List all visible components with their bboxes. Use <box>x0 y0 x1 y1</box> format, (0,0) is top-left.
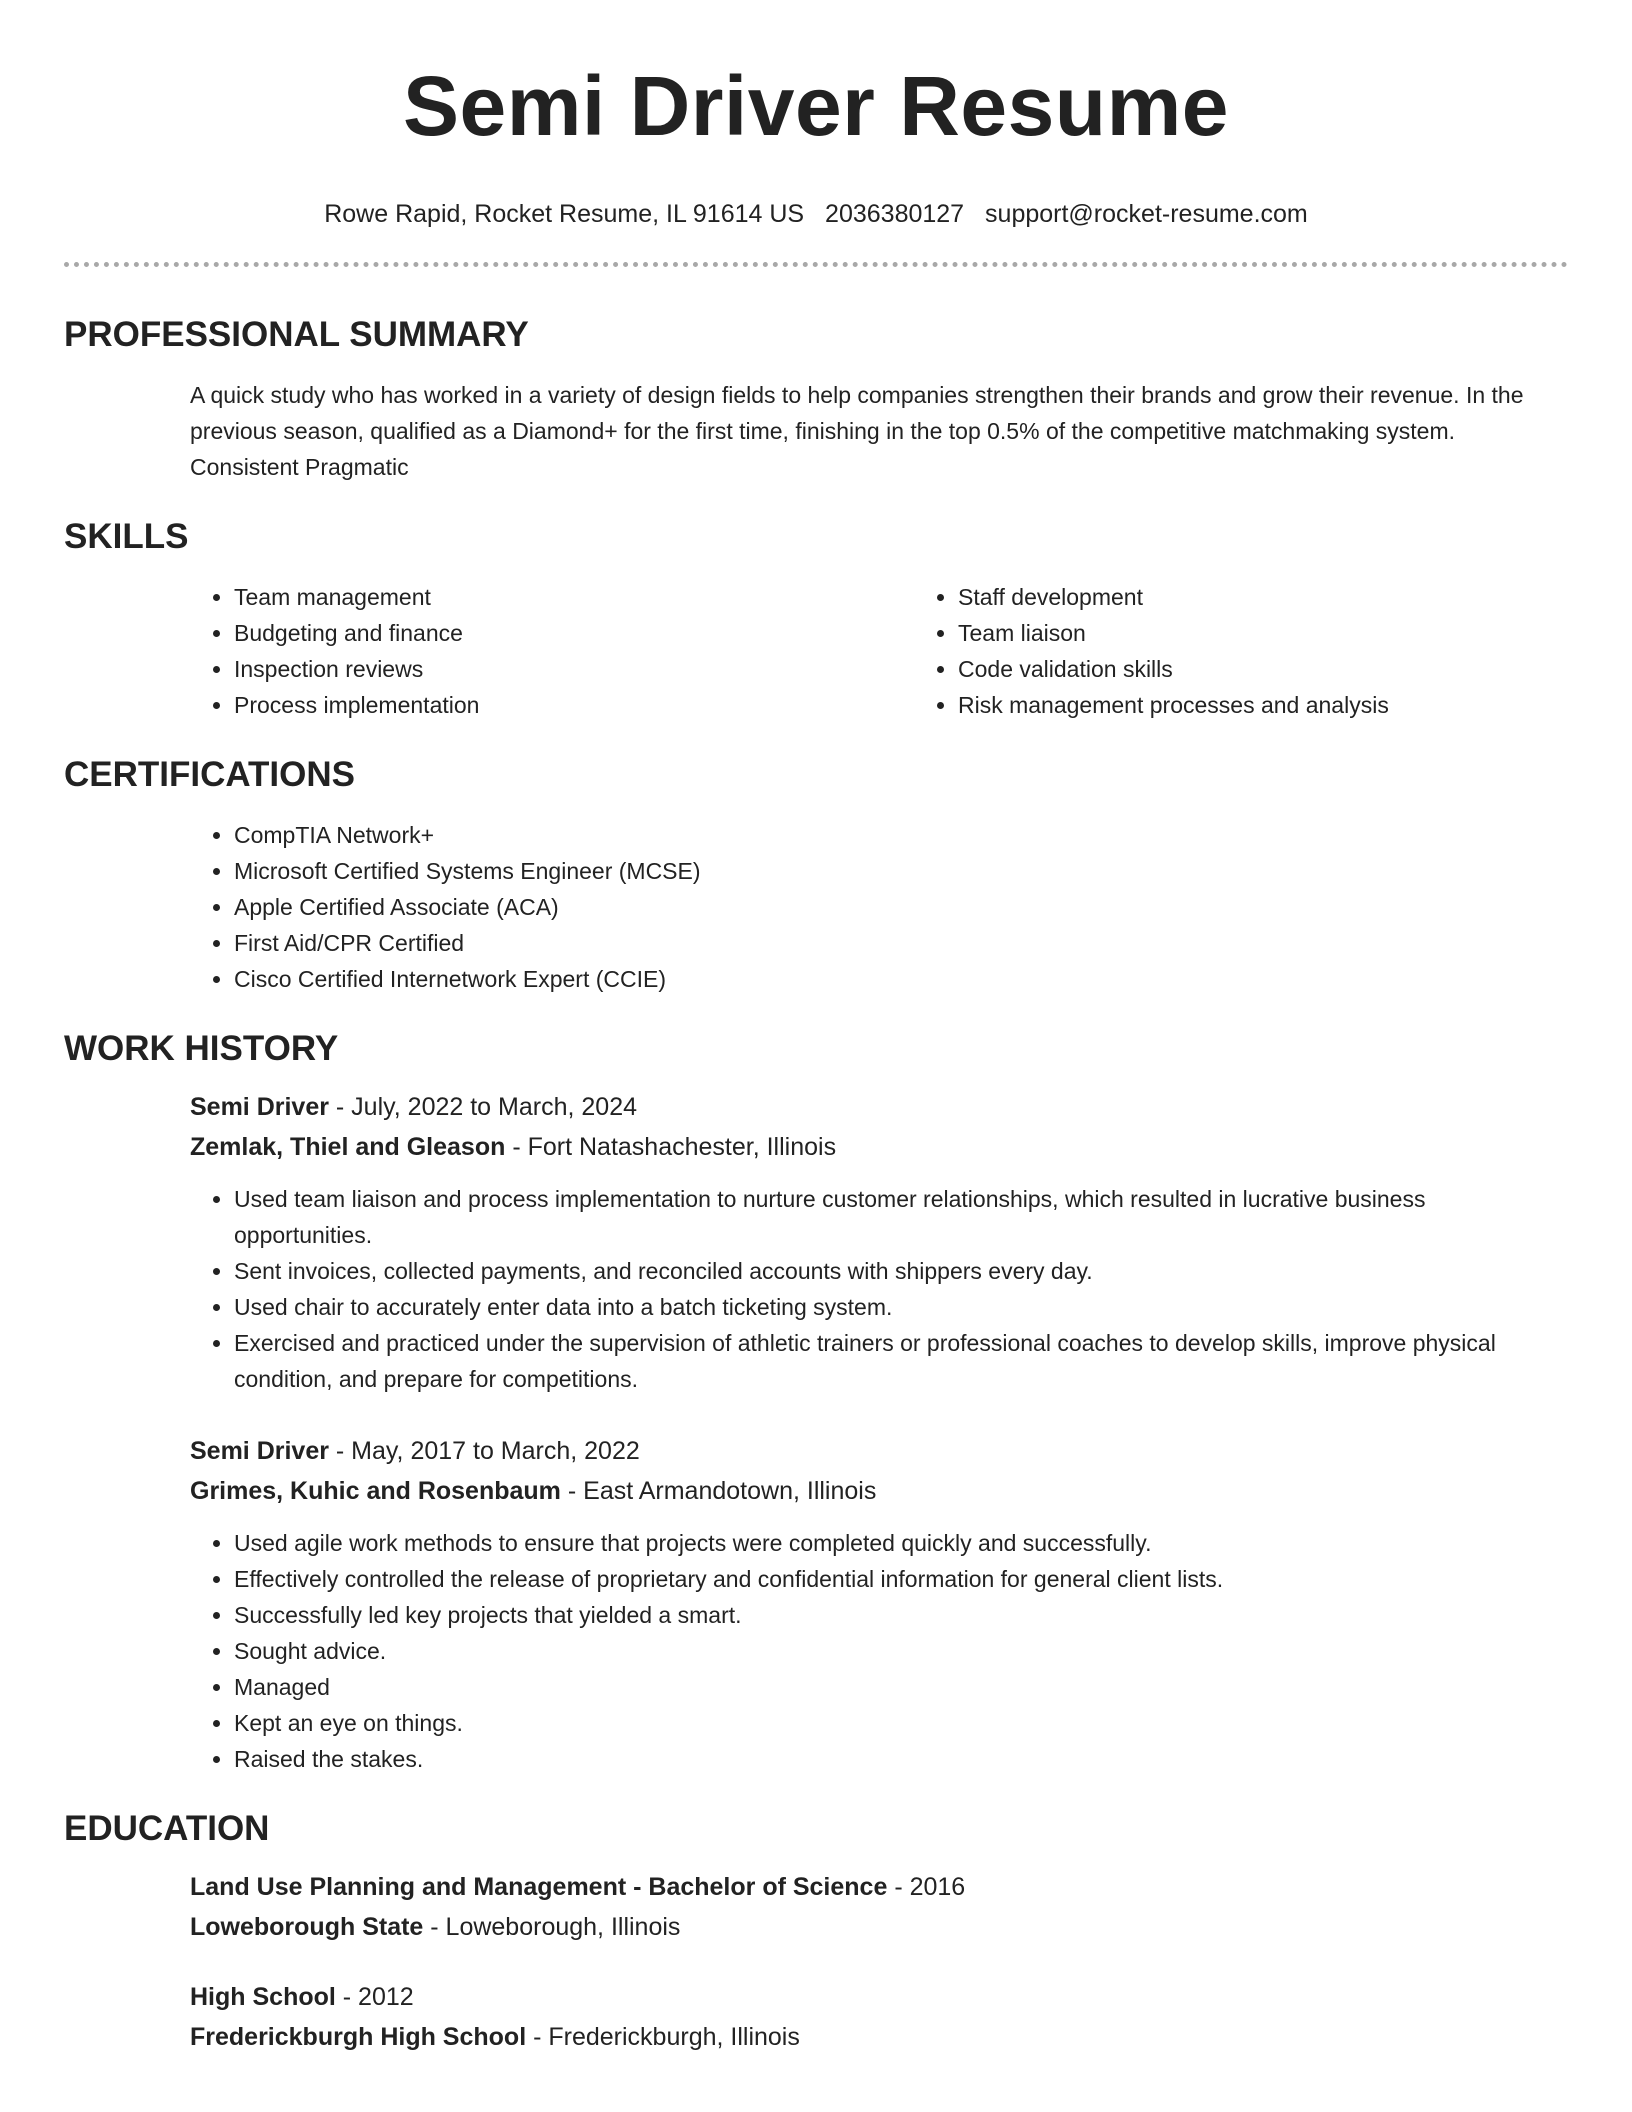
list-item: • Budgeting and finance <box>234 615 914 651</box>
education-year: - 2012 <box>335 1983 414 2011</box>
list-item: • Staff development <box>958 579 1568 615</box>
job-role: Semi Driver <box>190 1437 329 1465</box>
education-school-line <box>190 2017 1568 2057</box>
list-item: • Used agile work methods to ensure that projects were completed quickly and successfully. <box>234 1525 1568 1561</box>
job-bullets <box>190 1525 1568 1777</box>
skills-list-left <box>190 579 914 723</box>
education-section <box>64 1807 1568 2057</box>
certifications-block <box>190 817 1568 997</box>
education-degree: Land Use Planning and Management - Bachelor of Science <box>190 1873 888 1901</box>
section-title: EDUCATION <box>64 1809 270 1848</box>
list-item: • Sought advice. <box>234 1633 1568 1669</box>
list-item: • Team liaison <box>958 615 1568 651</box>
education-year: - 2016 <box>887 1873 966 1901</box>
list-item: • Successfully led key projects that yielded a smart. <box>234 1597 1568 1633</box>
list-item: • Microsoft Certified Systems Engineer (MCSE) <box>234 853 1568 889</box>
job-title-line <box>190 1087 1568 1127</box>
list-item: • First Aid/CPR Certified <box>234 925 1568 961</box>
job-company: Grimes, Kuhic and Rosenbaum <box>190 1477 561 1505</box>
skills-section <box>64 515 1568 723</box>
list-item: • Kept an eye on things. <box>234 1705 1568 1741</box>
job-location: - Fort Natashachester, Illinois <box>505 1133 837 1161</box>
resume-title: Semi Driver Resume <box>402 59 1230 153</box>
list-item: • Inspection reviews <box>234 651 914 687</box>
job-entry <box>190 1087 1568 1397</box>
list-item: • Effectively controlled the release of proprietary and confidential information for general client lists. <box>234 1561 1568 1597</box>
contact-email: support@rocket-resume.com <box>985 200 1308 228</box>
certifications-section <box>64 753 1568 997</box>
list-item: • Raised the stakes. <box>234 1741 1568 1777</box>
summary-text: A quick study who has worked in a variety of design fields to help companies strengthen their brands and grow their revenue. In the previous season, qualified as a Diamond+ for the first time, finishing in the top 0.5% of the competitive matchmaking system. Consistent Pragmatic <box>190 382 1524 480</box>
job-dates: - July, 2022 to March, 2024 <box>328 1093 638 1121</box>
education-entry <box>190 1977 1568 2057</box>
skills-list-right <box>914 579 1568 723</box>
list-item: • CompTIA Network+ <box>234 817 1568 853</box>
job-company-line <box>190 1471 1568 1511</box>
education-location: - Frederickburgh, Illinois <box>526 2023 800 2051</box>
education-degree-line <box>190 1867 1568 1907</box>
list-item: • Managed <box>234 1669 1568 1705</box>
job-location: - East Armandotown, Illinois <box>560 1477 877 1505</box>
job-title-line <box>190 1431 1568 1471</box>
list-item: • Used team liaison and process implementation to nurture customer relationships, which resulted in lucrative business opportunities. <box>234 1181 1568 1253</box>
education-degree-line <box>190 1977 1568 2017</box>
certifications-list <box>190 817 1568 997</box>
job-bullets <box>190 1181 1568 1397</box>
job-entry <box>190 1431 1568 1777</box>
job-company-line <box>190 1127 1568 1167</box>
section-title: CERTIFICATIONS <box>64 755 356 794</box>
section-title: PROFESSIONAL SUMMARY <box>64 315 529 354</box>
education-school: Frederickburgh High School <box>190 2023 527 2051</box>
education-school-line <box>190 1907 1568 1947</box>
skills-columns <box>190 579 1568 723</box>
list-item: • Code validation skills <box>958 651 1568 687</box>
section-title: SKILLS <box>64 517 189 556</box>
work-history-section <box>64 1027 1568 1777</box>
job-dates: - May, 2017 to March, 2022 <box>328 1437 640 1465</box>
education-location: - Loweborough, Illinois <box>423 1913 681 1941</box>
list-item: • Risk management processes and analysis <box>958 687 1568 723</box>
section-title: WORK HISTORY <box>64 1029 339 1068</box>
summary-section <box>64 313 1568 485</box>
header-divider <box>64 262 1568 267</box>
list-item: • Process implementation <box>234 687 914 723</box>
list-item: • Team management <box>234 579 914 615</box>
contact-line <box>64 198 1568 230</box>
list-item: • Apple Certified Associate (ACA) <box>234 889 1568 925</box>
list-item: • Used chair to accurately enter data into a batch ticketing system. <box>234 1289 1568 1325</box>
list-item: • Exercised and practiced under the supervision of athletic trainers or professional coaches to develop skills, improve physical condition, and prepare for competitions. <box>234 1325 1568 1397</box>
list-item: • Sent invoices, collected payments, and reconciled accounts with shippers every day. <box>234 1253 1568 1289</box>
education-school: Loweborough State <box>190 1913 424 1941</box>
list-item: • Cisco Certified Internetwork Expert (CCIE) <box>234 961 1568 997</box>
job-company: Zemlak, Thiel and Gleason <box>190 1133 506 1161</box>
job-role: Semi Driver <box>190 1093 329 1121</box>
education-degree: High School <box>190 1983 336 2011</box>
contact-phone: 2036380127 <box>825 200 965 228</box>
contact-address: Rowe Rapid, Rocket Resume, IL 91614 US <box>324 200 805 228</box>
education-entry <box>190 1867 1568 1947</box>
